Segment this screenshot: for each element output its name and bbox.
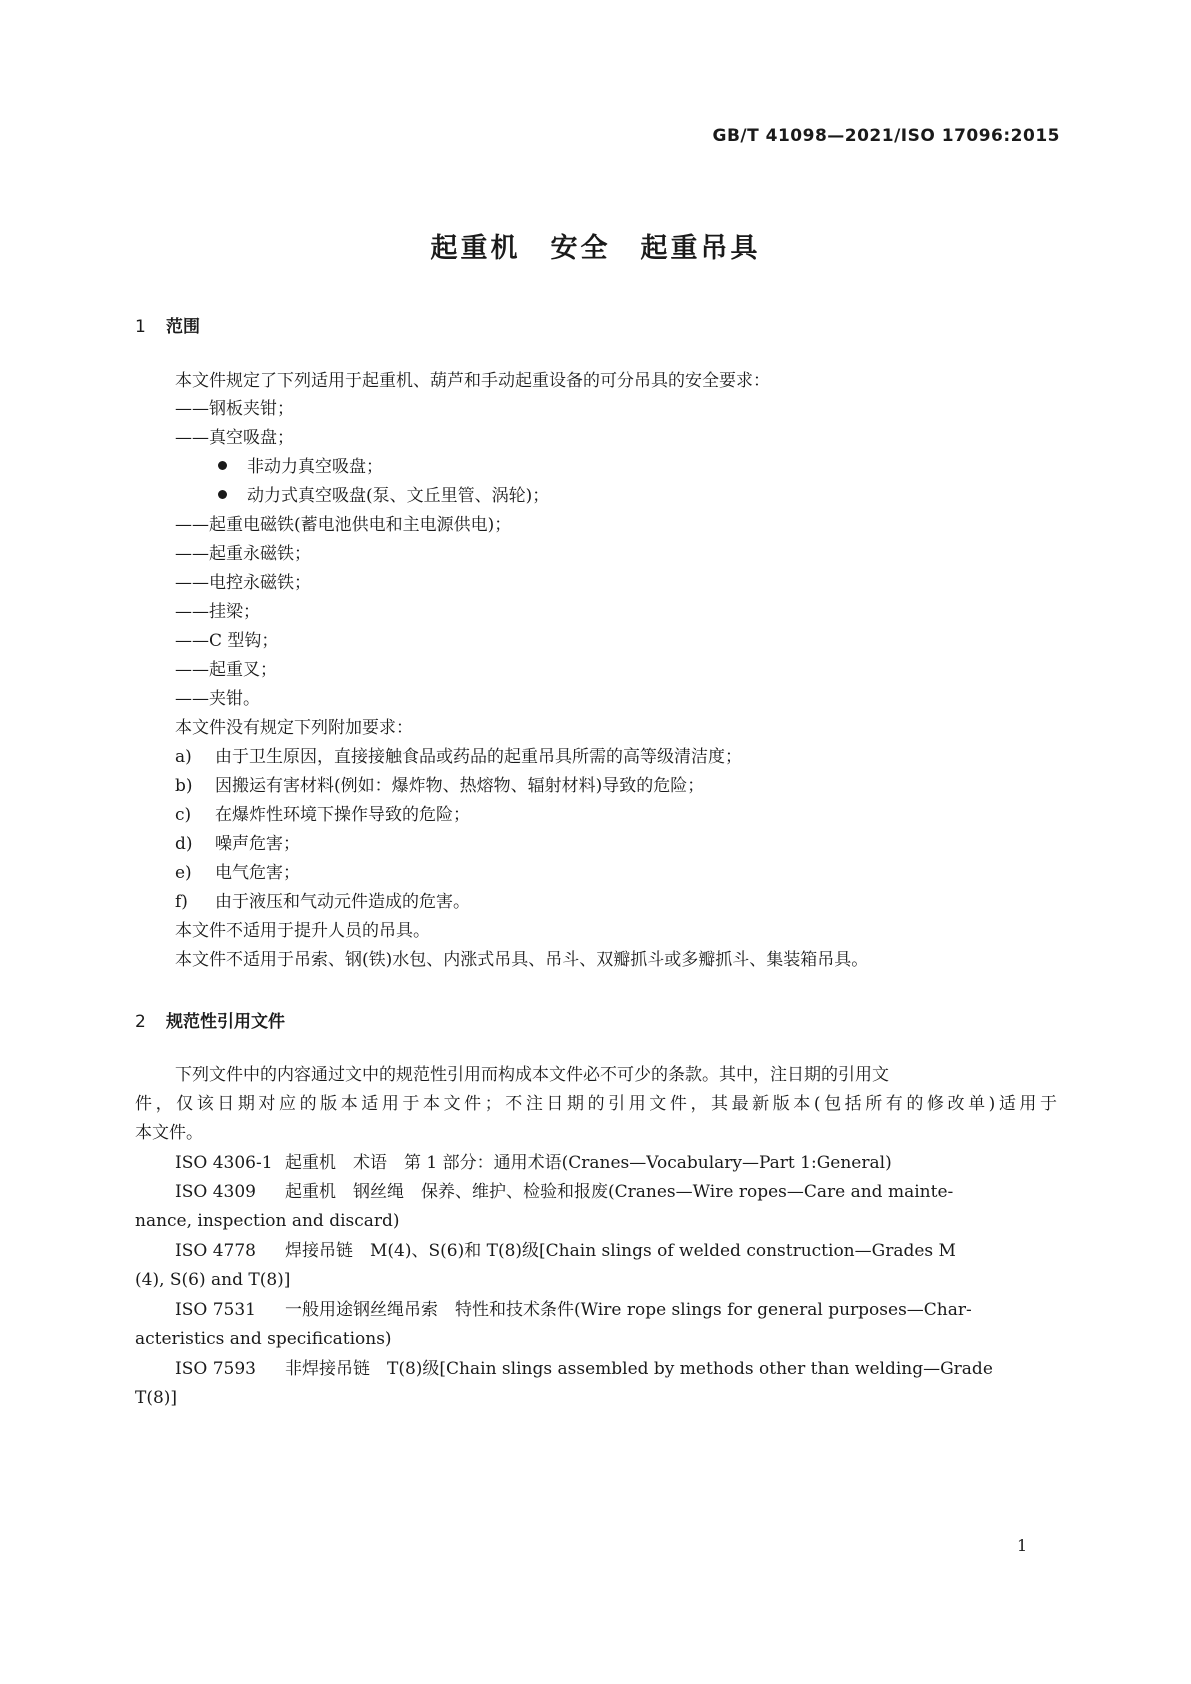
lettered-text: 因搬运有害材料(例如：爆炸物、热熔物、辐射材料)导致的危险； [215, 776, 705, 796]
lettered-text: 电气危害； [215, 863, 300, 883]
reference-entry [175, 1299, 972, 1321]
reference-title: 起重机 术语 第 1 部分：通用术语(Cranes—Vocabulary—Part 1:General) [285, 1153, 892, 1173]
reference-continuation: nance, inspection and discard) [135, 1211, 400, 1231]
section-1-heading [135, 312, 200, 337]
reference-continuation: acteristics and specifications) [135, 1329, 392, 1349]
section-2-heading [135, 1007, 285, 1032]
reference-entry [175, 1240, 956, 1262]
list-item: ——起重永磁铁； [175, 544, 311, 564]
reference-code: ISO 7593 [175, 1359, 256, 1379]
reference-continuation: T(8)] [135, 1388, 178, 1408]
references-paragraph-line: 本文件。 [135, 1123, 203, 1143]
lettered-text: 由于液压和气动元件造成的危害。 [215, 892, 470, 912]
reference-code: ISO 4778 [175, 1241, 256, 1261]
list-item: ——起重电磁铁(蓄电池供电和主电源供电)； [175, 515, 512, 535]
lettered-item [175, 891, 470, 913]
lettered-mark: c) [175, 805, 192, 825]
reference-entry [175, 1152, 892, 1174]
scope-exclusion-2: 本文件不适用于吊索、钢(铁)水包、内涨式吊具、吊斗、双瓣抓斗或多瓣抓斗、集装箱吊具。 [175, 950, 869, 970]
lettered-mark: b) [175, 776, 193, 796]
lettered-text: 在爆炸性环境下操作导致的危险； [215, 805, 470, 825]
list-item: ——电控永磁铁； [175, 573, 311, 593]
references-paragraph-line: 下列文件中的内容通过文中的规范性引用而构成本文件必不可少的条款。其中，注日期的引用文 [175, 1065, 889, 1085]
reference-title: 非焊接吊链 T(8)级[Chain slings assembled by methods other than welding—Grade [285, 1359, 993, 1379]
lettered-mark: e) [175, 863, 192, 883]
lettered-item [175, 862, 300, 884]
lettered-mark: a) [175, 747, 192, 767]
reference-code: ISO 4309 [175, 1182, 256, 1202]
section-2-number: 2 [135, 1012, 146, 1032]
list-item: ——起重叉； [175, 660, 277, 680]
bullet-dot-icon [218, 490, 227, 499]
bullet-text: 非动力真空吸盘； [247, 457, 383, 477]
reference-code: ISO 7531 [175, 1300, 256, 1320]
scope-intro: 本文件规定了下列适用于起重机、葫芦和手动起重设备的可分吊具的安全要求： [175, 371, 770, 391]
reference-continuation: (4), S(6) and T(8)] [135, 1270, 291, 1290]
lettered-item [175, 804, 470, 826]
reference-entry [175, 1358, 993, 1380]
section-1-title: 范围 [166, 317, 200, 337]
bullet-item [218, 456, 383, 478]
section-1-number: 1 [135, 317, 146, 337]
document-title: 起重机 安全 起重吊具 [430, 233, 761, 264]
lettered-item [175, 775, 704, 797]
reference-entry [175, 1181, 953, 1203]
page-number: 1 [1017, 1536, 1028, 1555]
lettered-item [175, 833, 300, 855]
reference-code: ISO 4306-1 [175, 1153, 273, 1173]
bullet-dot-icon [218, 461, 227, 470]
standard-number: GB/T 41098—2021/ISO 17096:2015 [712, 126, 1060, 146]
reference-title: 起重机 钢丝绳 保养、维护、检验和报废(Cranes—Wire ropes—Care and mainte- [285, 1182, 954, 1202]
not-covered-intro: 本文件没有规定下列附加要求： [175, 718, 413, 738]
section-2-title: 规范性引用文件 [166, 1012, 285, 1032]
bullet-item [218, 485, 549, 507]
list-item: ——钢板夹钳； [175, 399, 294, 419]
lettered-mark: f) [175, 892, 188, 912]
list-item: ——C 型钩； [175, 631, 279, 651]
list-item: ——挂梁； [175, 602, 260, 622]
lettered-mark: d) [175, 834, 193, 854]
reference-title: 焊接吊链 M(4)、S(6)和 T(8)级[Chain slings of welded construction—Grades M [285, 1241, 956, 1261]
lettered-item [175, 746, 742, 768]
lettered-text: 噪声危害； [215, 834, 300, 854]
list-item: ——夹钳。 [175, 689, 260, 709]
lettered-text: 由于卫生原因，直接接触食品或药品的起重吊具所需的高等级清洁度； [215, 747, 742, 767]
list-item: ——真空吸盘； [175, 428, 294, 448]
reference-title: 一般用途钢丝绳吊索 特性和技术条件(Wire rope slings for general purposes—Char- [285, 1300, 972, 1320]
scope-exclusion-1: 本文件不适用于提升人员的吊具。 [175, 921, 430, 941]
references-paragraph-line: 件，仅该日期对应的版本适用于本文件；不注日期的引用文件，其最新版本(包括所有的修改单)适用于 [135, 1094, 1057, 1114]
bullet-text: 动力式真空吸盘(泵、文丘里管、涡轮)； [247, 486, 550, 506]
